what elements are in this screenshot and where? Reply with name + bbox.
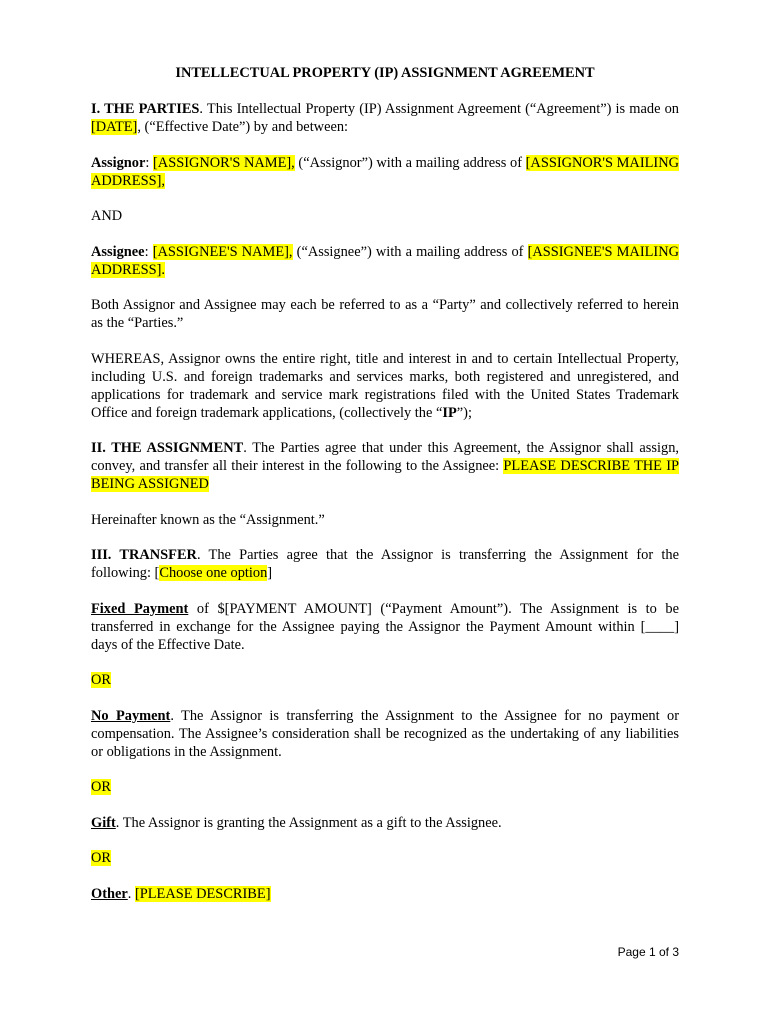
assignor-name-placeholder[interactable]: [ASSIGNOR'S NAME],: [153, 154, 295, 171]
or-separator-1: [91, 671, 679, 689]
whereas-end: ”);: [456, 404, 472, 421]
and-text: AND: [91, 208, 123, 224]
or-separator-3: [91, 849, 679, 867]
parties-heading: I. THE PARTIES: [91, 101, 200, 117]
gift-text: . The Assignor is granting the Assignment as a gift to the Assignee.: [115, 814, 502, 831]
assignee-name-placeholder[interactable]: [ASSIGNEE'S NAME],: [152, 243, 293, 260]
assignor-address-placeholder[interactable]: [ASSIGNOR'S MAILING ADDRESS],: [91, 154, 679, 189]
assignee-paragraph: [91, 243, 679, 279]
no-payment-label: No Payment: [91, 707, 171, 724]
assignment-heading: II. THE ASSIGNMENT: [91, 440, 244, 456]
both-parties-paragraph: Both Assignor and Assignee may each be referred to as a “Party” and collectively referred to herein as the “Parties.”: [91, 297, 679, 331]
other-paragraph: [91, 885, 679, 903]
choose-option-placeholder[interactable]: Choose one option: [159, 565, 268, 581]
assignee-address-placeholder[interactable]: [ASSIGNEE'S MAILING ADDRESS].: [91, 243, 679, 278]
ip-description-placeholder[interactable]: PLEASE DESCRIBE THE IP BEING ASSIGNED: [91, 458, 679, 492]
parties-text-2: , (“Effective Date”) by and between:: [137, 119, 349, 135]
document-title: INTELLECTUAL PROPERTY (IP) ASSIGNMENT AGREEMENT: [175, 65, 595, 81]
transfer-paragraph: [91, 546, 679, 582]
parties-text-1: . This Intellectual Property (IP) Assignment Agreement (“Agreement”) is made on: [199, 101, 679, 117]
other-sep: .: [127, 885, 135, 902]
transfer-end: ]: [267, 565, 273, 581]
fixed-payment-text: of $[PAYMENT AMOUNT] (“Payment Amount”). The Assignment is to be transferred in exchange for the Assignee paying the Assignor the Payment Amount within [____] days of the Effective Date.: [91, 600, 679, 653]
fixed-payment-paragraph: [91, 600, 679, 654]
assignee-sep: :: [144, 243, 153, 260]
or-label-2: OR: [91, 779, 111, 795]
assignment-text: . The Parties agree that under this Agreement, the Assignor shall assign, convey, and transfer all their interest in the following to the Assignee:: [91, 440, 679, 474]
assignee-text: (“Assignee”) with a mailing address of: [292, 243, 528, 260]
or-label-3: OR: [91, 850, 111, 866]
whereas-paragraph: [91, 350, 679, 422]
whereas-text: WHEREAS, Assignor owns the entire right, title and interest in and to certain Intellectual Property, including U.S. and foreign trademarks and services marks, both registered and unregistered, and applications for trademark and service mark registrations filed with the United States Trademark Office and foreign trademark applications, (collectively the “: [91, 350, 679, 421]
transfer-heading: III. TRANSFER: [91, 547, 197, 563]
or-label-1: OR: [91, 672, 111, 688]
hereinafter-paragraph: Hereinafter known as the “Assignment.”: [91, 511, 325, 528]
ip-term: IP: [442, 404, 457, 421]
gift-label: Gift: [91, 814, 116, 831]
other-label: Other: [91, 885, 128, 902]
assignor-sep: :: [145, 154, 154, 171]
page-number: Page 1 of 3: [617, 945, 679, 959]
assignor-label: Assignor: [91, 154, 146, 171]
transfer-text: . The Parties agree that the Assignor is transferring the Assignment for the following: [: [91, 547, 679, 581]
fixed-payment-label: Fixed Payment: [91, 600, 189, 617]
other-description-placeholder[interactable]: [PLEASE DESCRIBE]: [134, 885, 271, 902]
document-page: [91, 64, 679, 920]
gift-paragraph: [91, 814, 679, 832]
assignee-label: Assignee: [91, 243, 145, 260]
or-separator-2: [91, 778, 679, 796]
assignment-paragraph: [91, 439, 679, 493]
parties-paragraph: [91, 100, 679, 136]
no-payment-paragraph: [91, 707, 679, 761]
assignor-paragraph: [91, 154, 679, 190]
assignor-text: (“Assignor”) with a mailing address of: [294, 154, 526, 171]
date-placeholder[interactable]: [DATE]: [91, 119, 138, 135]
no-payment-text: . The Assignor is transferring the Assignment to the Assignee for no payment or compensation. The Assignee’s consideration shall be recognized as the undertaking of any liabilities or obligations in the Assignment.: [91, 707, 679, 760]
